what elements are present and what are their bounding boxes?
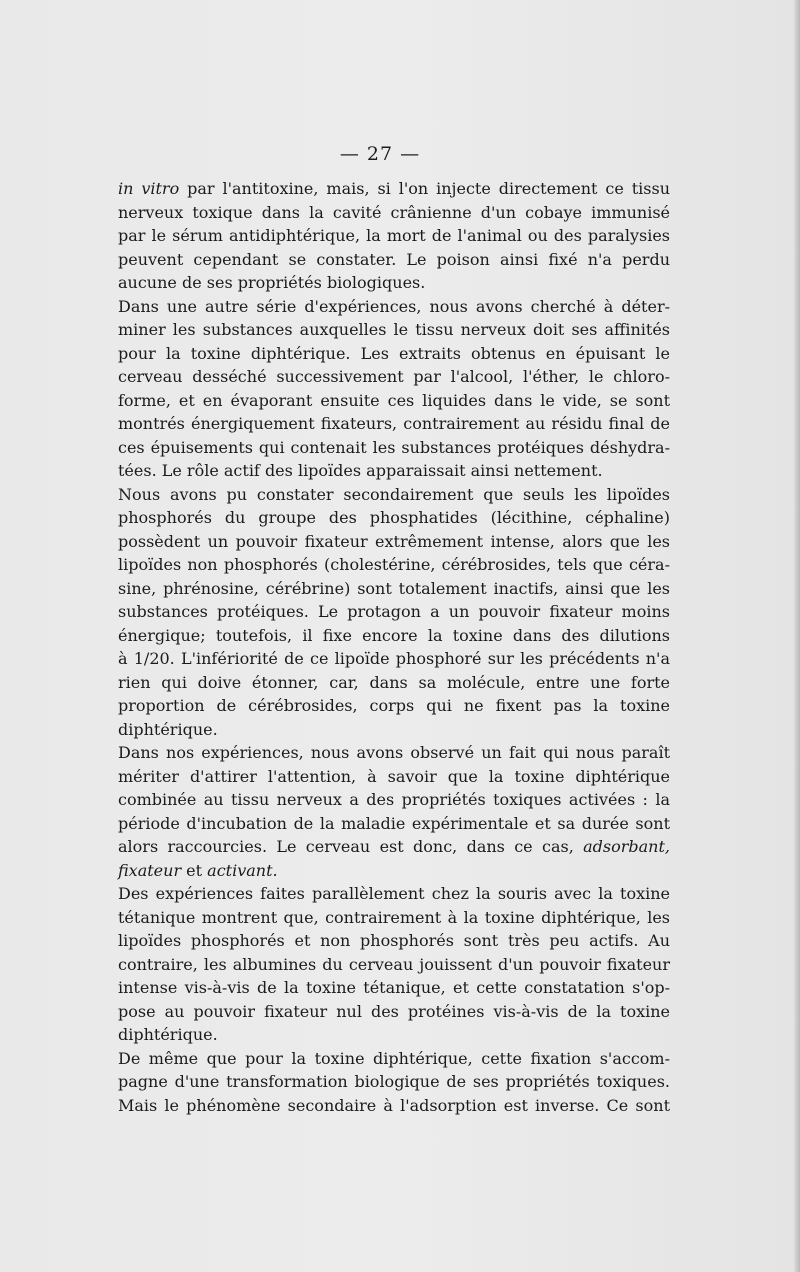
text-line: proportion de cérébrosides, corps qui ne fixent pas la toxine [118,696,670,715]
text-line: possèdent un pouvoir fixateur extrêmement intense, alors que les [118,531,670,551]
text-line [118,859,670,883]
text-line: peuvent cependant se constater. Le poison ainsi fixé n'a perdu [118,249,670,269]
text-line: contraire, les albumines du cerveau jouissent d'un pouvoir fixateur [118,954,670,974]
text-line: tétanique montrent que, contrairement à la toxine diphtérique, les [118,907,670,927]
paragraph-2 [118,295,670,483]
text-line: substances protéiques. Le protagon a un pouvoir fixateur moins [118,602,670,621]
text-line: montrés énergiquement fixateurs, contrairement au résidu final de [118,414,670,433]
text-line [118,177,670,201]
italic-text: in vitro [118,179,180,198]
text-line: énergique; toutefois, il fixe encore la toxine dans des dilutions [118,625,670,645]
text-line: ces épuisements qui contenait les substances protéiques déshydra- [118,437,670,457]
page-edge-shadow [794,0,800,1272]
paragraph-5 [118,882,670,1047]
text-line: intense vis-à-vis de la toxine tétanique, et cette constatation s'op- [118,978,670,997]
line-text: et [181,860,208,880]
paragraph-3 [118,483,670,742]
paragraph-4 [118,741,670,882]
text-line: mériter d'attirer l'attention, à savoir que la toxine diphtérique [118,766,670,786]
text-line: Nous avons pu constater secondairement que seuls les lipoïdes [118,484,670,504]
paragraph-6 [118,1047,670,1118]
text-line: aucune de ses propriétés biologiques. [118,273,426,292]
text-line: combinée au tissu nerveux a des propriétés toxiques activées : la [118,790,670,809]
text-line: De même que pour la toxine diphtérique, cette fixation s'accom- [118,1048,670,1068]
text-line: diphtérique. [118,719,218,739]
text-line: rien qui doive étonner, car, dans sa molécule, entre une forte [118,672,670,692]
text-line: miner les substances auxquelles le tissu nerveux doit ses affinités [118,320,670,339]
text-line: période d'incubation de la maladie expérimentale et sa durée sont [118,813,670,833]
line-text: par l'antitoxine, mais, si l'on injecte directement ce tissu [179,179,671,198]
text-line: lipoïdes non phosphorés (cholestérine, cérébrosides, tels que céra- [118,555,670,574]
text-line: forme, et en évaporant ensuite ces liquides dans le vide, se sont [118,390,670,410]
text-line: pose au pouvoir fixateur nul des protéines vis-à-vis de la toxine [118,1001,670,1021]
text-line [118,835,670,859]
text-line: phosphorés du groupe des phosphatides (lécithine, céphaline) [118,508,670,527]
italic-text: adsorbant, [583,837,670,856]
page-number: — 27 — [339,143,421,165]
text-line: tées. Le rôle actif des lipoïdes apparaissait ainsi nettement. [118,461,603,480]
text-line: cerveau desséché successivement par l'alcool, l'éther, le chloro- [118,367,670,386]
text-line: Mais le phénomène secondaire à l'adsorption est inverse. Ce sont [118,1095,670,1115]
text-line: Dans une autre série d'expériences, nous avons cherché à déter- [118,296,670,316]
line-text: alors raccourcies. Le cerveau est donc, dans ce cas, [118,837,584,856]
text-line: pour la toxine diphtérique. Les extraits obtenus en épuisant le [118,343,670,363]
text-line: Des expériences faites parallèlement chez la souris avec la toxine [118,884,670,903]
italic-text: fixateur [118,860,182,880]
text-line: diphtérique. [118,1025,218,1044]
text-line: pagne d'une transformation biologique de ses propriétés toxiques. [118,1072,670,1091]
text-line: par le sérum antidiphtérique, la mort de l'animal ou des paralysies [118,226,670,245]
body-text [118,177,670,1117]
text-line: à 1/20. L'infériorité de ce lipoïde phosphoré sur les précédents n'a [118,649,670,668]
text-line: sine, phrénosine, cérébrine) sont totalement inactifs, ainsi que les [118,578,670,598]
text-line: Dans nos expériences, nous avons observé un fait qui nous paraît [118,743,670,762]
paragraph-1 [118,177,670,295]
text-line: nerveux toxique dans la cavité crânienne d'un cobaye immunisé [118,202,670,222]
text-line: lipoïdes phosphorés et non phosphorés sont très peu actifs. Au [118,931,670,950]
italic-text: activant. [207,860,278,880]
